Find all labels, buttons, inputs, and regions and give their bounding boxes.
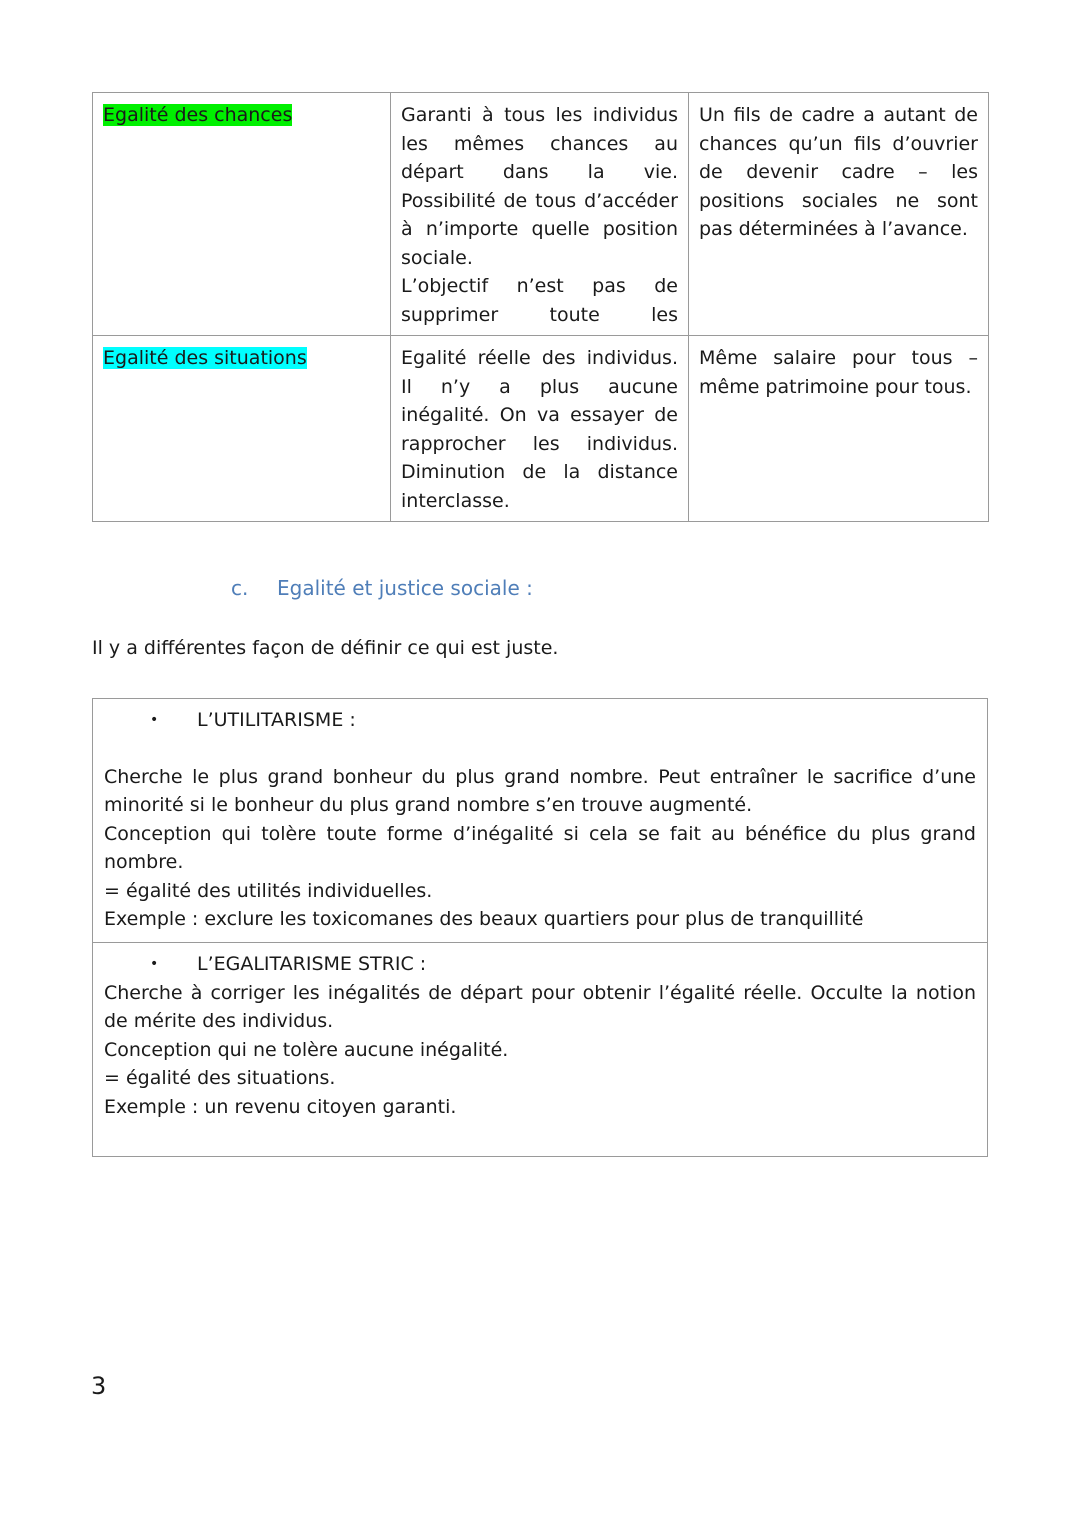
- term-equal-situations: Egalité des situations: [103, 347, 307, 369]
- definition-text: Egalité réelle des individus. Il n’y a plus aucune inégalité. On va essayer de rapprocher les individus. Diminution de la distance interclasse.: [401, 347, 678, 512]
- block-heading: [104, 950, 976, 979]
- table-row: [93, 943, 988, 1157]
- block-text: Cherche à corriger les inégalités de départ pour obtenir l’égalité réelle. Occulte la notion de mérite des individus.: [104, 981, 976, 1032]
- utilitarianism-cell: [93, 699, 988, 943]
- example-text: Un fils de cadre a autant de chances qu’un fils d’ouvrier de devenir cadre – les positions sociales ne sont pas déterminées à l’avance.: [699, 104, 978, 240]
- block-text: Exemple : exclure les toxicomanes des beaux quartiers pour plus de tranquillité: [104, 908, 864, 930]
- bullet-icon: •: [150, 956, 159, 972]
- bullet-icon: •: [150, 712, 159, 728]
- table-row: [93, 93, 989, 336]
- table-row: [93, 336, 989, 522]
- page-number: 3: [91, 1372, 107, 1400]
- block-heading: [104, 706, 976, 735]
- section-title: Egalité et justice sociale :: [277, 576, 533, 600]
- block-text: = égalité des utilités individuelles.: [104, 879, 433, 902]
- definition-text: Garanti à tous les individus les mêmes chances au départ dans la vie. Possibilité de tous d’accéder à n’importe quelle position sociale.: [401, 104, 678, 269]
- intro-paragraph: Il y a différentes façon de définir ce qui est juste.: [92, 637, 559, 659]
- justice-conceptions-table: [92, 698, 988, 1157]
- term-cell: [93, 93, 391, 336]
- term-cell: [93, 336, 391, 522]
- definition-cell: [391, 336, 689, 522]
- example-cell: [689, 336, 989, 522]
- strict-egalitarianism-cell: [93, 943, 988, 1157]
- term-equal-opportunity: Egalité des chances: [103, 104, 293, 126]
- definition-cell: [391, 93, 689, 336]
- example-text: Même salaire pour tous – même patrimoine pour tous.: [699, 347, 978, 398]
- block-text: Conception qui tolère toute forme d’inégalité si cela se fait au bénéfice du plus grand nombre.: [104, 822, 976, 873]
- block-text: = égalité des situations.: [104, 1067, 336, 1089]
- block-heading-text: L’UTILITARISME :: [197, 709, 356, 731]
- section-heading: [231, 576, 533, 600]
- equality-table: [92, 92, 989, 522]
- example-cell: [689, 93, 989, 336]
- block-text: Exemple : un revenu citoyen garanti.: [104, 1095, 457, 1118]
- section-number: c.: [231, 576, 249, 600]
- block-text: Cherche le plus grand bonheur du plus grand nombre. Peut entraîner le sacrifice d’une minorité si le bonheur du plus grand nombre s’en trouve augmenté.: [104, 765, 976, 816]
- block-text: Conception qui ne tolère aucune inégalité.: [104, 1038, 509, 1061]
- block-heading-text: L’EGALITARISME STRIC :: [197, 953, 427, 975]
- definition-text: L’objectif n’est pas de supprimer toute les: [401, 275, 678, 326]
- table-row: [93, 699, 988, 943]
